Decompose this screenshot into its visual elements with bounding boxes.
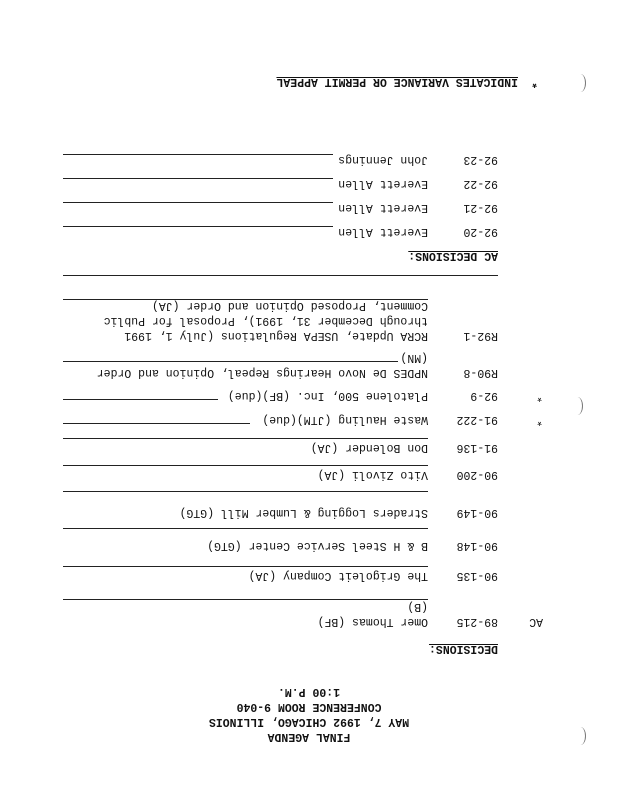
decision-number: 91-136 (456, 441, 498, 454)
ac-decision-number: 92-22 (463, 177, 498, 190)
decision-rule (63, 399, 218, 400)
decision-number: 90-149 (456, 506, 498, 519)
decision-rule (63, 361, 398, 362)
decision-text: Vito Zivoli (JA) (317, 468, 428, 481)
decision-rule (63, 423, 250, 424)
decision-rule (63, 438, 428, 439)
decision-number: R90-8 (463, 366, 498, 379)
ac-decision-rule (63, 178, 333, 179)
decision-rule (63, 528, 428, 529)
ac-decision-rule (63, 154, 333, 155)
decision-number: 89-215 (456, 615, 498, 628)
ac-decision-text: John Jennings (338, 153, 428, 166)
decision-text-continued: Comment, Proposed Opinion and Order (JA) (151, 299, 428, 312)
decision-text: Straders Logging & Lumber Mill (GTG) (179, 506, 428, 519)
decision-number: 90-200 (456, 468, 498, 481)
decision-number: R92-1 (463, 329, 498, 342)
decision-text: Platolene 500, Inc. (BF)(due) (227, 389, 428, 402)
meeting-room: CONFERENCE ROOM 9-040 (236, 700, 382, 713)
decision-prefix: AC (529, 615, 543, 628)
decision-prefix: * (536, 413, 543, 426)
decisions-heading: DECISIONS: (428, 642, 498, 655)
ac-decisions-heading: AC DECISIONS: (408, 249, 498, 262)
decision-number: 90-148 (456, 539, 498, 552)
section-rule (63, 275, 498, 276)
decision-text-continued: (MN) (400, 351, 428, 364)
ac-decision-number: 92-23 (463, 153, 498, 166)
decision-text: Don Bolender (JA) (310, 441, 428, 454)
decision-text: The Grigoleit Company (JA) (248, 569, 428, 582)
decision-prefix: * (536, 389, 543, 402)
ac-decision-number: 92-21 (463, 201, 498, 214)
decision-rule (63, 566, 428, 567)
decision-rule (63, 299, 428, 300)
decision-rule (63, 465, 428, 466)
decision-number: 90-135 (456, 569, 498, 582)
ac-decision-text: Everett Allen (338, 201, 428, 214)
decision-text: NPDES De Novo Hearings Repeal, Opinion and Order (96, 366, 428, 379)
ac-decision-text: Everett Allen (338, 225, 428, 238)
decision-text: Waste Hauling (JTM)(due) (262, 413, 428, 426)
footnote-text: INDICATES VARIANCE OR PERMIT APPEAL (276, 75, 518, 88)
meeting-date-location: MAY 7, 1992 CHICAGO, ILLINOIS (208, 715, 410, 728)
decision-text: Omer Thomas (BF) (317, 615, 428, 628)
ac-decision-rule (63, 202, 333, 203)
decision-text-continued: through December 31, 1991), Proposal for Public (103, 314, 428, 327)
decision-text: B & H Steel Service Center (GTG) (207, 539, 428, 552)
decision-text-continued: (B) (407, 600, 428, 613)
agenda-title: FINAL AGENDA (267, 730, 351, 743)
ac-decision-text: Everett Allen (338, 177, 428, 190)
decision-number: 91-222 (456, 413, 498, 426)
decision-number: 92-9 (470, 389, 498, 402)
decision-rule (63, 491, 428, 492)
footnote-marker: * (531, 75, 538, 88)
punch-hole-mark (575, 74, 586, 92)
ac-decision-number: 92-20 (463, 225, 498, 238)
meeting-time: 1:00 P.M. (277, 685, 341, 698)
decision-text: RCRA Update, USEPA Regulations (July 1, 1991 (124, 329, 428, 342)
decision-rule (63, 599, 428, 600)
punch-hole-mark (572, 397, 583, 415)
ac-decision-rule (63, 226, 333, 227)
